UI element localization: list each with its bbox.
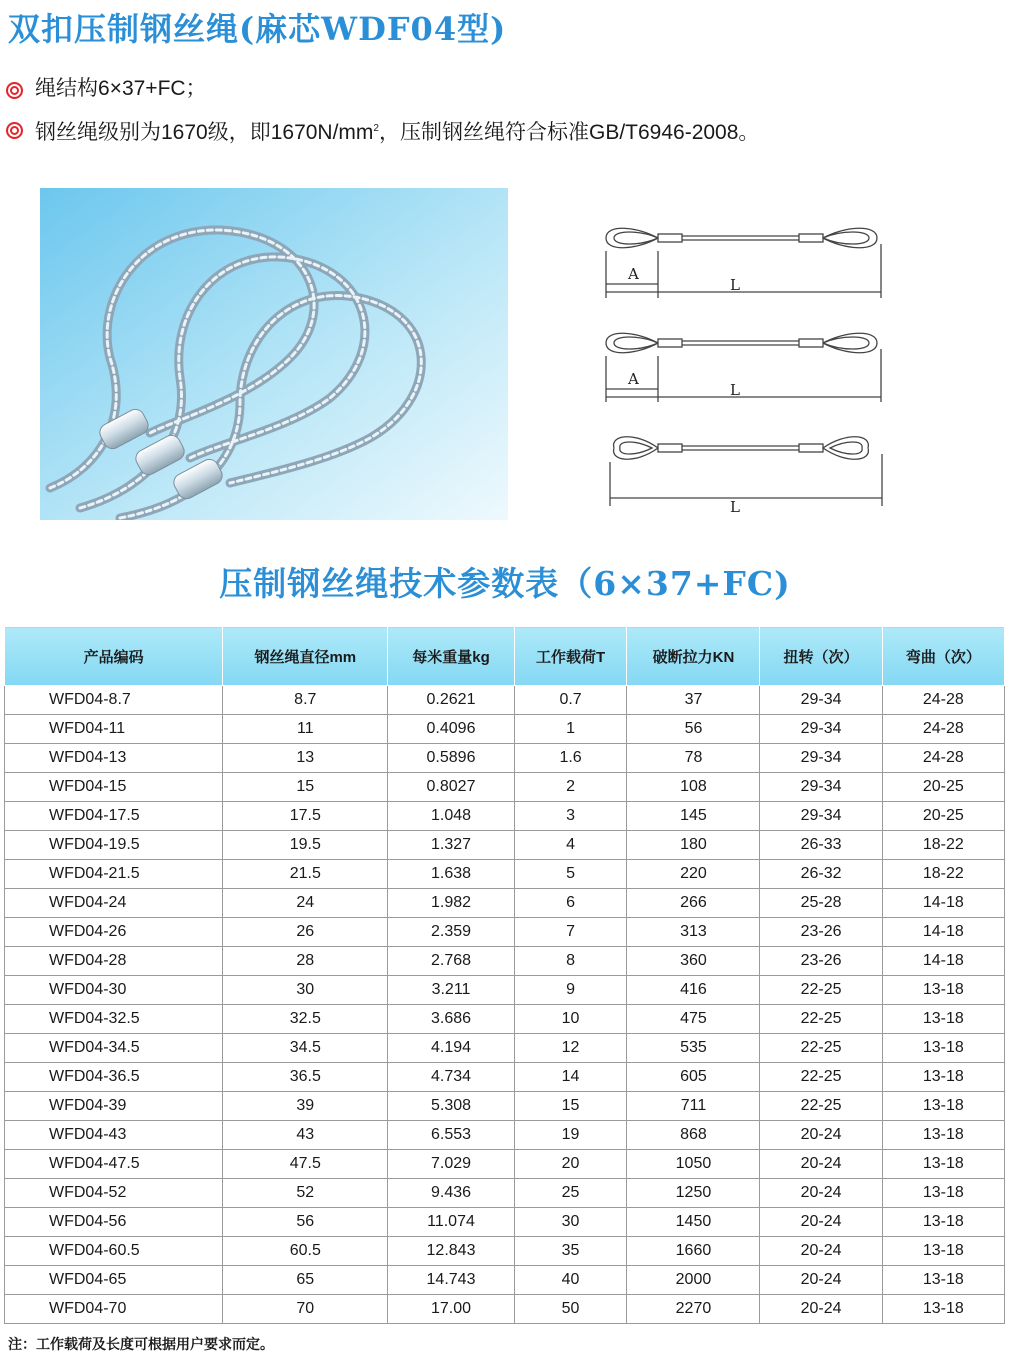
table-cell: 180 [627,831,760,860]
table-cell: 40 [514,1266,627,1295]
table-cell: 6 [514,889,627,918]
table-cell: 20-25 [882,802,1004,831]
label-l-2: L [730,381,740,399]
table-cell: 4.194 [388,1034,514,1063]
table-row [5,947,1005,976]
col-header: 扭转（次） [760,627,882,686]
table-cell: 25 [514,1179,627,1208]
table-cell: 220 [627,860,760,889]
table-cell: 0.4096 [388,715,514,744]
table-cell: 11 [223,715,388,744]
table-cell: 20-24 [760,1208,882,1237]
bullet-grade-text: 钢丝绳级别为1670级，即$1670N/mm^2$，压制钢丝绳符合标准GB/T6946-2008。 [35,121,760,144]
table-cell: WFD04-11 [5,715,223,744]
label-l-3: L [730,498,740,516]
table-cell: 2000 [627,1266,760,1295]
label-a-1: A [628,265,639,283]
table-row [5,773,1005,802]
table-cell: 19 [514,1121,627,1150]
table-cell: 13-18 [882,1150,1004,1179]
table-row [5,1005,1005,1034]
table-cell: 22-25 [760,976,882,1005]
table-cell: 10 [514,1005,627,1034]
sling-dimension-diagram [596,206,896,522]
table-cell: 13-18 [882,1092,1004,1121]
table-cell: 12.843 [388,1237,514,1266]
table-cell: 29-34 [760,773,882,802]
sling-drawing-1 [606,228,881,298]
table-cell: 60.5 [223,1237,388,1266]
table-cell: 1660 [627,1237,760,1266]
table-cell: 14-18 [882,947,1004,976]
table-row [5,831,1005,860]
table-row [5,1121,1005,1150]
table-cell: 20 [514,1150,627,1179]
table-cell: 29-34 [760,686,882,715]
table-cell: 14-18 [882,889,1004,918]
table-cell: 34.5 [223,1034,388,1063]
table-cell: 35 [514,1237,627,1266]
table-cell: 20-24 [760,1266,882,1295]
table-cell: 15 [514,1092,627,1121]
table-row [5,802,1005,831]
table-cell: 25-28 [760,889,882,918]
table-cell: WFD04-56 [5,1208,223,1237]
table-cell: 4 [514,831,627,860]
table-row [5,1295,1005,1324]
table-cell: 50 [514,1295,627,1324]
table-cell: 13-18 [882,1266,1004,1295]
table-cell: 23-26 [760,918,882,947]
table-cell: WFD04-30 [5,976,223,1005]
table-cell: 14 [514,1063,627,1092]
table-cell: 20-24 [760,1237,882,1266]
table-header-row [5,627,1005,686]
table-cell: 20-24 [760,1179,882,1208]
table-cell: 26-33 [760,831,882,860]
bullet-grade [6,116,759,156]
spec-table [4,626,1005,1324]
table-cell: 868 [627,1121,760,1150]
table-cell: WFD04-19.5 [5,831,223,860]
table-body [5,686,1005,1324]
col-header: 产品编码 [5,627,223,686]
table-cell: 7 [514,918,627,947]
table-row [5,889,1005,918]
table-cell: WFD04-15 [5,773,223,802]
table-cell: 0.7 [514,686,627,715]
footnote: 注：工作载荷及长度可根据用户要求而定。 [8,1336,274,1352]
table-cell: 15 [223,773,388,802]
page-title: 双扣压制钢丝绳(麻芯WDF04型) [8,10,507,48]
table-row [5,1063,1005,1092]
table-cell: 22-25 [760,1005,882,1034]
table-cell: 19.5 [223,831,388,860]
table-cell: 26-32 [760,860,882,889]
table-cell: 11.074 [388,1208,514,1237]
col-header: 工作载荷T [514,627,627,686]
table-cell: 1250 [627,1179,760,1208]
table-cell: 1050 [627,1150,760,1179]
table-cell: 29-34 [760,715,882,744]
table-row [5,976,1005,1005]
table-cell: 13-18 [882,1005,1004,1034]
table-cell: 1.048 [388,802,514,831]
label-l-1: L [730,276,740,294]
table-row [5,1150,1005,1179]
table-cell: 70 [223,1295,388,1324]
table-cell: 0.5896 [388,744,514,773]
table-cell: 2270 [627,1295,760,1324]
table-cell: 78 [627,744,760,773]
col-header: 钢丝绳直径mm [223,627,388,686]
table-cell: 20-24 [760,1295,882,1324]
table-cell: 20-25 [882,773,1004,802]
table-cell: 13-18 [882,976,1004,1005]
table-cell: 5 [514,860,627,889]
table-cell: 28 [223,947,388,976]
table-cell: 36.5 [223,1063,388,1092]
table-cell: 13-18 [882,1121,1004,1150]
table-cell: WFD04-17.5 [5,802,223,831]
table-cell: 535 [627,1034,760,1063]
table-cell: 43 [223,1121,388,1150]
table-cell: 13-18 [882,1295,1004,1324]
table-cell: WFD04-8.7 [5,686,223,715]
sling-drawing-2 [606,333,881,402]
table-cell: 12 [514,1034,627,1063]
table-cell: 3.686 [388,1005,514,1034]
table-cell: 29-34 [760,802,882,831]
table-cell: 1.982 [388,889,514,918]
table-cell: 20-24 [760,1121,882,1150]
table-row [5,744,1005,773]
bullet-structure-text: 绳结构6×37+FC； [35,77,207,100]
table-cell: WFD04-26 [5,918,223,947]
table-cell: 6.553 [388,1121,514,1150]
table-cell: 5.308 [388,1092,514,1121]
table-row [5,1034,1005,1063]
table-cell: 1450 [627,1208,760,1237]
table-cell: 24-28 [882,686,1004,715]
table-cell: 14-18 [882,918,1004,947]
table-cell: WFD04-24 [5,889,223,918]
table-cell: 18-22 [882,831,1004,860]
table-cell: WFD04-65 [5,1266,223,1295]
table-cell: 7.029 [388,1150,514,1179]
table-cell: 1.638 [388,860,514,889]
circle-bullet-icon [6,82,23,99]
bullet-structure [6,76,759,116]
table-cell: WFD04-36.5 [5,1063,223,1092]
table-cell: WFD04-21.5 [5,860,223,889]
table-cell: 313 [627,918,760,947]
table-cell: 32.5 [223,1005,388,1034]
table-cell: 2.768 [388,947,514,976]
table-title: 压制钢丝绳技术参数表（6×37+FC) [219,564,791,603]
table-cell: 30 [514,1208,627,1237]
table-cell: 17.00 [388,1295,514,1324]
table-cell: 13-18 [882,1179,1004,1208]
table-cell: WFD04-32.5 [5,1005,223,1034]
table-cell: 39 [223,1092,388,1121]
col-header: 每米重量kg [388,627,514,686]
table-cell: 26 [223,918,388,947]
table-row [5,1208,1005,1237]
table-cell: 24-28 [882,744,1004,773]
table-cell: 24 [223,889,388,918]
table-cell: 145 [627,802,760,831]
table-cell: WFD04-34.5 [5,1034,223,1063]
table-cell: 20-24 [760,1150,882,1179]
table-cell: 2 [514,773,627,802]
table-cell: 3 [514,802,627,831]
table-cell: 21.5 [223,860,388,889]
table-cell: WFD04-39 [5,1092,223,1121]
table-row [5,715,1005,744]
table-cell: 13-18 [882,1063,1004,1092]
table-cell: 1 [514,715,627,744]
table-cell: WFD04-43 [5,1121,223,1150]
table-cell: 65 [223,1266,388,1295]
table-cell: 24-28 [882,715,1004,744]
table-row [5,1179,1005,1208]
table-cell: 13 [223,744,388,773]
table-row [5,1266,1005,1295]
table-cell: WFD04-52 [5,1179,223,1208]
table-row [5,1237,1005,1266]
table-cell: 416 [627,976,760,1005]
table-cell: 8 [514,947,627,976]
table-cell: 360 [627,947,760,976]
table-cell: 0.2621 [388,686,514,715]
table-cell: 0.8027 [388,773,514,802]
table-cell: 56 [223,1208,388,1237]
table-cell: 22-25 [760,1063,882,1092]
table-cell: 13-18 [882,1034,1004,1063]
table-row [5,918,1005,947]
table-cell: 18-22 [882,860,1004,889]
table-cell: WFD04-60.5 [5,1237,223,1266]
table-cell: 1.6 [514,744,627,773]
label-a-2: A [628,370,639,388]
table-cell: 22-25 [760,1092,882,1121]
table-cell: 3.211 [388,976,514,1005]
table-cell: 4.734 [388,1063,514,1092]
table-cell: 52 [223,1179,388,1208]
col-header: 破断拉力KN [627,627,760,686]
col-header: 弯曲（次） [882,627,1004,686]
table-cell: 9 [514,976,627,1005]
table-cell: 108 [627,773,760,802]
table-cell: 8.7 [223,686,388,715]
table-cell: 22-25 [760,1034,882,1063]
table-cell: WFD04-13 [5,744,223,773]
table-cell: 9.436 [388,1179,514,1208]
table-cell: WFD04-47.5 [5,1150,223,1179]
spec-bullets [6,76,759,156]
table-row [5,686,1005,715]
table-cell: 23-26 [760,947,882,976]
table-cell: 475 [627,1005,760,1034]
table-cell: 266 [627,889,760,918]
table-cell: WFD04-70 [5,1295,223,1324]
table-cell: WFD04-28 [5,947,223,976]
table-cell: 605 [627,1063,760,1092]
table-cell: 47.5 [223,1150,388,1179]
wire-rope-photo [40,188,508,520]
circle-bullet-icon [6,122,23,139]
table-cell: 13-18 [882,1208,1004,1237]
table-cell: 17.5 [223,802,388,831]
table-cell: 56 [627,715,760,744]
table-cell: 14.743 [388,1266,514,1295]
table-cell: 2.359 [388,918,514,947]
table-cell: 711 [627,1092,760,1121]
table-row [5,860,1005,889]
table-cell: 29-34 [760,744,882,773]
table-cell: 1.327 [388,831,514,860]
table-cell: 30 [223,976,388,1005]
sling-drawing-3 [610,437,882,506]
table-cell: 37 [627,686,760,715]
table-cell: 13-18 [882,1237,1004,1266]
table-row [5,1092,1005,1121]
